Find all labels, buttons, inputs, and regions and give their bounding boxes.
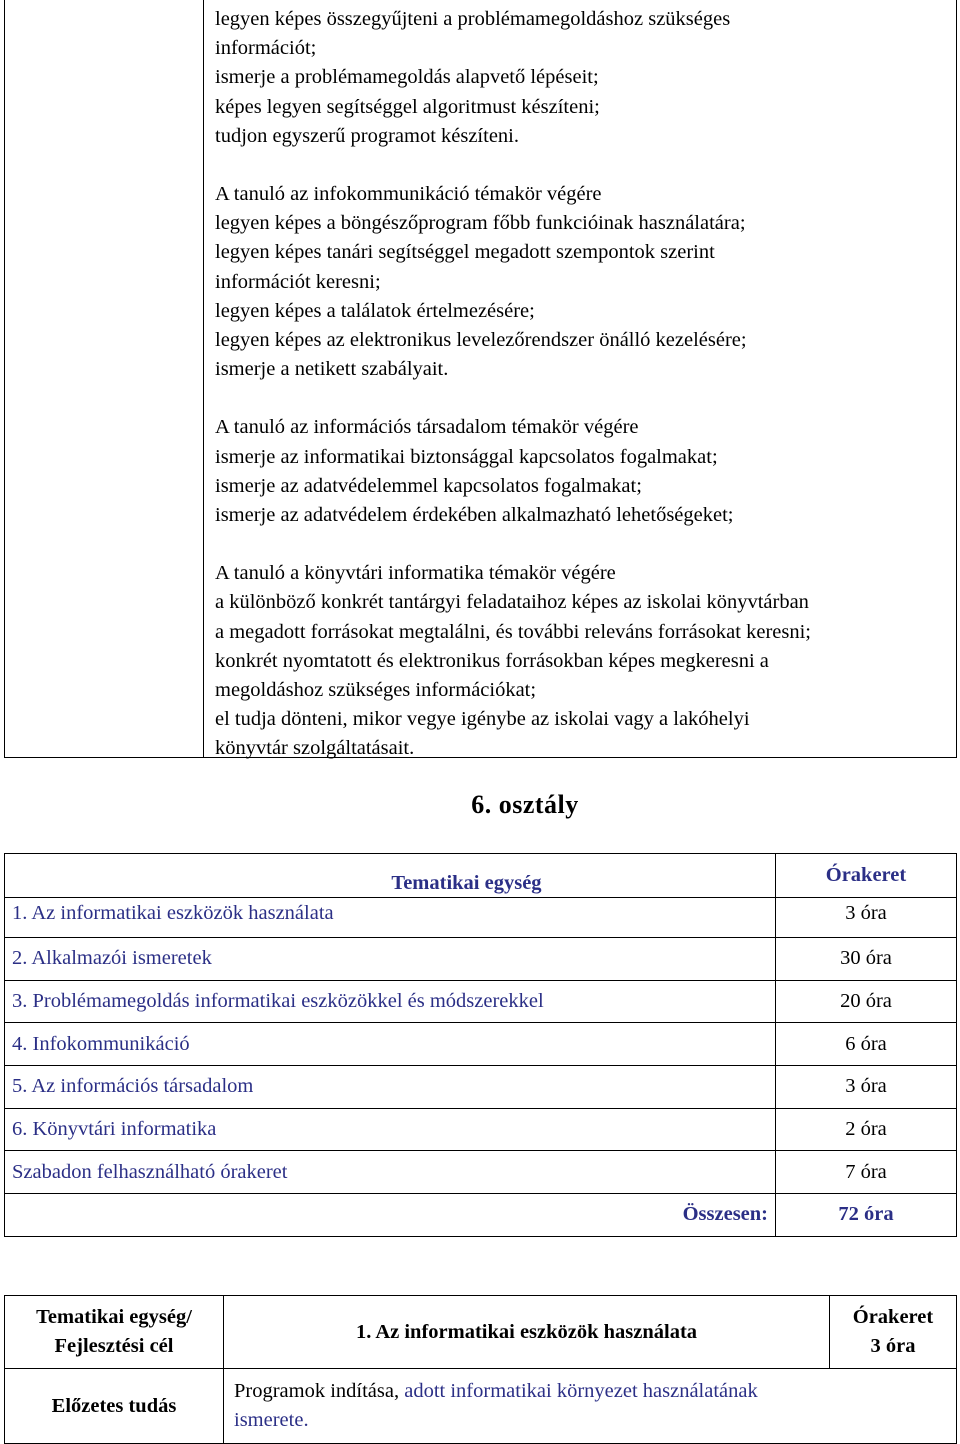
topic-cell: 6. Könyvtári informatika bbox=[5, 1108, 776, 1151]
prior-knowledge-row bbox=[5, 1369, 957, 1444]
objective-line: tudjon egyszerű programot készíteni. bbox=[215, 124, 519, 147]
objective-line: legyen képes a találatok értelmezésére; bbox=[215, 299, 535, 322]
hours-cell: 2 óra bbox=[776, 1108, 957, 1151]
objectives-column-divider bbox=[203, 0, 204, 758]
hours-cell: 7 óra bbox=[776, 1151, 957, 1194]
objective-line: ismerje a netikett szabályait. bbox=[215, 358, 449, 381]
paragraph-gap bbox=[215, 151, 951, 180]
objective-line: képes legyen segítséggel algoritmust készíteni; bbox=[215, 95, 600, 118]
objective-line: információt; bbox=[215, 37, 317, 60]
topic-cell: 1. Az informatikai eszközök használata bbox=[5, 898, 776, 938]
objective-line: legyen képes a böngészőprogram főbb funkcióinak használatára; bbox=[215, 212, 746, 235]
total-row bbox=[5, 1194, 957, 1237]
objective-line: legyen képes összegyűjteni a problémamegoldáshoz szükséges bbox=[215, 8, 731, 30]
objective-line: ismerje az adatvédelemmel kapcsolatos fogalmakat; bbox=[215, 474, 642, 497]
objective-line: A tanuló az információs társadalom témakör végére bbox=[215, 416, 639, 439]
objective-line: ismerje az adatvédelem érdekében alkalmazható lehetőségeket; bbox=[215, 504, 734, 527]
objective-line: A tanuló a könyvtári informatika témakör végére bbox=[215, 562, 616, 585]
topic-hours-table bbox=[4, 853, 957, 1237]
unit-hours-label: Órakeret bbox=[852, 1306, 934, 1328]
topic-cell: 4. Infokommunikáció bbox=[5, 1023, 776, 1066]
total-hours: 72 óra bbox=[776, 1194, 957, 1237]
grade-heading: 6. osztály bbox=[471, 790, 579, 819]
topic-cell: 3. Problémamegoldás informatikai eszközökkel és módszerekkel bbox=[5, 980, 776, 1023]
unit-header-row bbox=[5, 1296, 957, 1369]
topic-cell: 5. Az információs társadalom bbox=[5, 1066, 776, 1109]
objective-line: konkrét nyomtatott és elektronikus forrásokban képes megkeresni a bbox=[215, 649, 769, 672]
table-row bbox=[5, 1023, 957, 1066]
prior-text-part3: ismerete. bbox=[234, 1409, 309, 1431]
objective-line: a különböző konkrét tantárgyi feladataihoz képes az iskolai könyvtárban bbox=[215, 591, 809, 614]
hours-cell: 3 óra bbox=[776, 898, 957, 938]
table-row bbox=[5, 898, 957, 938]
prior-text-part2: adott informatikai környezet használatának bbox=[399, 1380, 758, 1402]
unit-hours-value: 3 óra bbox=[870, 1335, 916, 1357]
objectives-paragraph bbox=[215, 5, 951, 151]
paragraph-gap bbox=[215, 530, 951, 559]
objective-line: a megadott forrásokat megtalálni, és további releváns forrásokat keresni; bbox=[215, 620, 811, 643]
table-row bbox=[5, 938, 957, 981]
unit-header-label bbox=[5, 1296, 224, 1369]
hours-cell: 30 óra bbox=[776, 938, 957, 981]
unit-header-line1: Tematikai egység/ bbox=[36, 1306, 192, 1328]
topic-cell: 2. Alkalmazói ismeretek bbox=[5, 938, 776, 981]
topic-cell: Szabadon felhasználható órakeret bbox=[5, 1151, 776, 1194]
objectives-paragraph bbox=[215, 559, 951, 763]
hours-column-header: Órakeret bbox=[776, 854, 957, 898]
paragraph-gap bbox=[215, 384, 951, 413]
unit-header-line2: Fejlesztési cél bbox=[54, 1335, 174, 1357]
table-row bbox=[5, 1066, 957, 1109]
objectives-paragraph bbox=[215, 413, 951, 530]
objective-line: legyen képes tanári segítséggel megadott szempontok szerint bbox=[215, 241, 715, 264]
objective-line: ismerje a problémamegoldás alapvető lépéseit; bbox=[215, 66, 599, 89]
prior-knowledge-text bbox=[224, 1369, 957, 1444]
objective-line: el tudja dönteni, mikor vegye igénybe az iskolai vagy a lakóhelyi bbox=[215, 708, 750, 731]
table-header-row bbox=[5, 854, 957, 898]
total-label: Összesen: bbox=[5, 1194, 776, 1237]
prior-text-part1: Programok indítása, bbox=[234, 1380, 400, 1402]
objectives-text bbox=[215, 5, 951, 764]
unit-detail-table bbox=[4, 1295, 957, 1444]
table-row bbox=[5, 1151, 957, 1194]
unit-hours bbox=[830, 1296, 957, 1369]
unit-title: 1. Az informatikai eszközök használata bbox=[224, 1296, 830, 1369]
objectives-paragraph bbox=[215, 180, 951, 384]
objective-line: ismerje az informatikai biztonsággal kapcsolatos fogalmakat; bbox=[215, 445, 718, 468]
objective-line: megoldáshoz szükséges információkat; bbox=[215, 679, 537, 702]
hours-cell: 6 óra bbox=[776, 1023, 957, 1066]
hours-cell: 20 óra bbox=[776, 980, 957, 1023]
objective-line: könyvtár szolgáltatásait. bbox=[215, 737, 415, 760]
table-row bbox=[5, 980, 957, 1023]
topic-column-header: Tematikai egység bbox=[5, 854, 776, 898]
objective-line: információt keresni; bbox=[215, 270, 381, 293]
table-row bbox=[5, 1108, 957, 1151]
objective-line: legyen képes az elektronikus levelezőrendszer önálló kezelésére; bbox=[215, 329, 747, 352]
hours-cell: 3 óra bbox=[776, 1066, 957, 1109]
prior-knowledge-label: Előzetes tudás bbox=[5, 1369, 224, 1444]
objective-line: A tanuló az infokommunikáció témakör végére bbox=[215, 183, 602, 206]
